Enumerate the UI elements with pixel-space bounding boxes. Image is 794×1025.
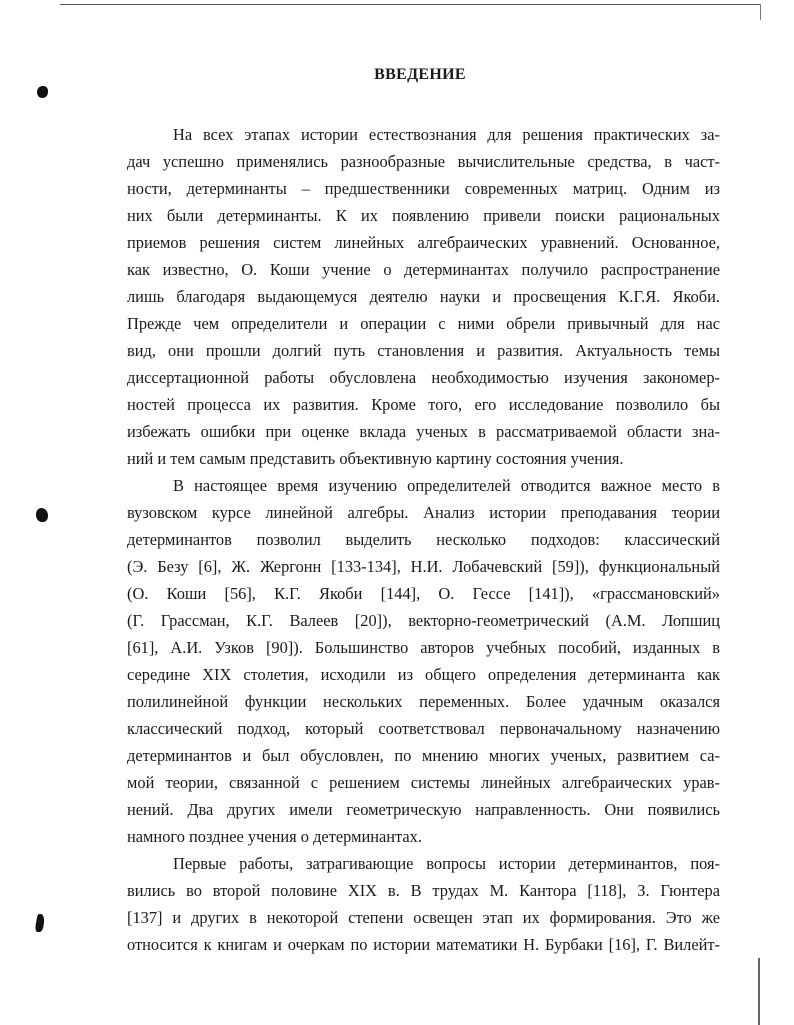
- text-line: ностей процесса их развития. Кроме того, его исследование позволило бы: [127, 395, 720, 414]
- page-title: ВВЕДЕНИЕ: [374, 66, 466, 83]
- text-line: относится к книгам и очеркам по истории математики Н. Бурбаки [16], Г. Вилейт-: [127, 935, 720, 954]
- text-line: детерминантов позволил выделить несколько подходов: классический: [127, 530, 720, 549]
- text-line: детерминантов и был обусловлен, по мнению многих ученых, развитием са-: [127, 746, 720, 765]
- text-line: мой теории, связанной с решением системы линейных алгебраических урав-: [127, 773, 720, 792]
- text-line: вузовском курсе линейной алгебры. Анализ истории преподавания теории: [127, 503, 720, 522]
- paragraph: [127, 121, 720, 472]
- scan-edge-top: [60, 4, 760, 5]
- text-line: как известно, О. Коши учение о детерминантах получило распространение: [127, 260, 720, 279]
- text-line: [137] и других в некоторой степени освещен этап их формирования. Это же: [127, 908, 720, 927]
- text-line: (Э. Безу [6], Ж. Жергонн [133-134], Н.И. Лобачевский [59]), функциональный: [127, 557, 720, 576]
- text-line: классический подход, который соответствовал первоначальному назначению: [127, 719, 720, 738]
- text-line: избежать ошибки при оценке вклада ученых в рассматриваемой области зна-: [127, 422, 720, 441]
- text-line: вид, они прошли долгий путь становления и развития. Актуальность темы: [127, 341, 720, 360]
- paragraph: [127, 472, 720, 850]
- text-line: Первые работы, затрагивающие вопросы истории детерминантов, поя-: [173, 854, 720, 873]
- text-line: полилинейной функции нескольких переменных. Более удачным оказался: [127, 692, 720, 711]
- text-line: ности, детерминанты – предшественники современных матриц. Одним из: [127, 179, 720, 198]
- binding-hole-mark: [34, 914, 45, 932]
- paragraph: [127, 850, 720, 958]
- scan-edge-right-bottom: [758, 958, 760, 1025]
- text-line: приемов решения систем линейных алгебраических уравнений. Основанное,: [127, 233, 720, 252]
- text-line: В настоящее время изучению определителей отводится важное место в: [173, 476, 720, 495]
- text-line: середине XIX столетия, исходили из общего определения детерминанта как: [127, 665, 720, 684]
- text-line: диссертационной работы обусловлена необходимостью изучения закономер-: [127, 368, 720, 387]
- text-line: нений. Два других имели геометрическую направленность. Они появились: [127, 800, 720, 819]
- text-line: них были детерминанты. К их появлению привели поиски рациональных: [127, 206, 720, 225]
- text-line: Прежде чем определители и операции с ними обрели привычный для нас: [127, 314, 720, 333]
- binding-hole-mark: [36, 508, 48, 522]
- binding-hole-mark: [37, 86, 48, 98]
- text-line: На всех этапах истории естествознания для решения практических за-: [173, 125, 720, 144]
- text-line: намного позднее учения о детерминантах.: [127, 827, 422, 846]
- text-line: ний и тем самым представить объективную картину состояния учения.: [127, 449, 624, 468]
- text-line: вились во второй половине XIX в. В трудах М. Кантора [118], З. Гюнтера: [127, 881, 720, 900]
- body-text: [127, 121, 720, 958]
- text-line: [61], А.И. Узков [90]). Большинство авторов учебных пособий, изданных в: [127, 638, 720, 657]
- text-line: (О. Коши [56], К.Г. Якоби [144], О. Гессе [141]), «грассмановский»: [127, 584, 720, 603]
- text-line: (Г. Грассман, К.Г. Валеев [20]), векторно-геометрический (А.М. Лопшиц: [127, 611, 720, 630]
- text-line: дач успешно применялись разнообразные вычислительные средства, в част-: [127, 152, 720, 171]
- text-line: лишь благодаря выдающемуся деятелю науки и просвещения К.Г.Я. Якоби.: [127, 287, 720, 306]
- scan-edge-right-top: [760, 4, 761, 20]
